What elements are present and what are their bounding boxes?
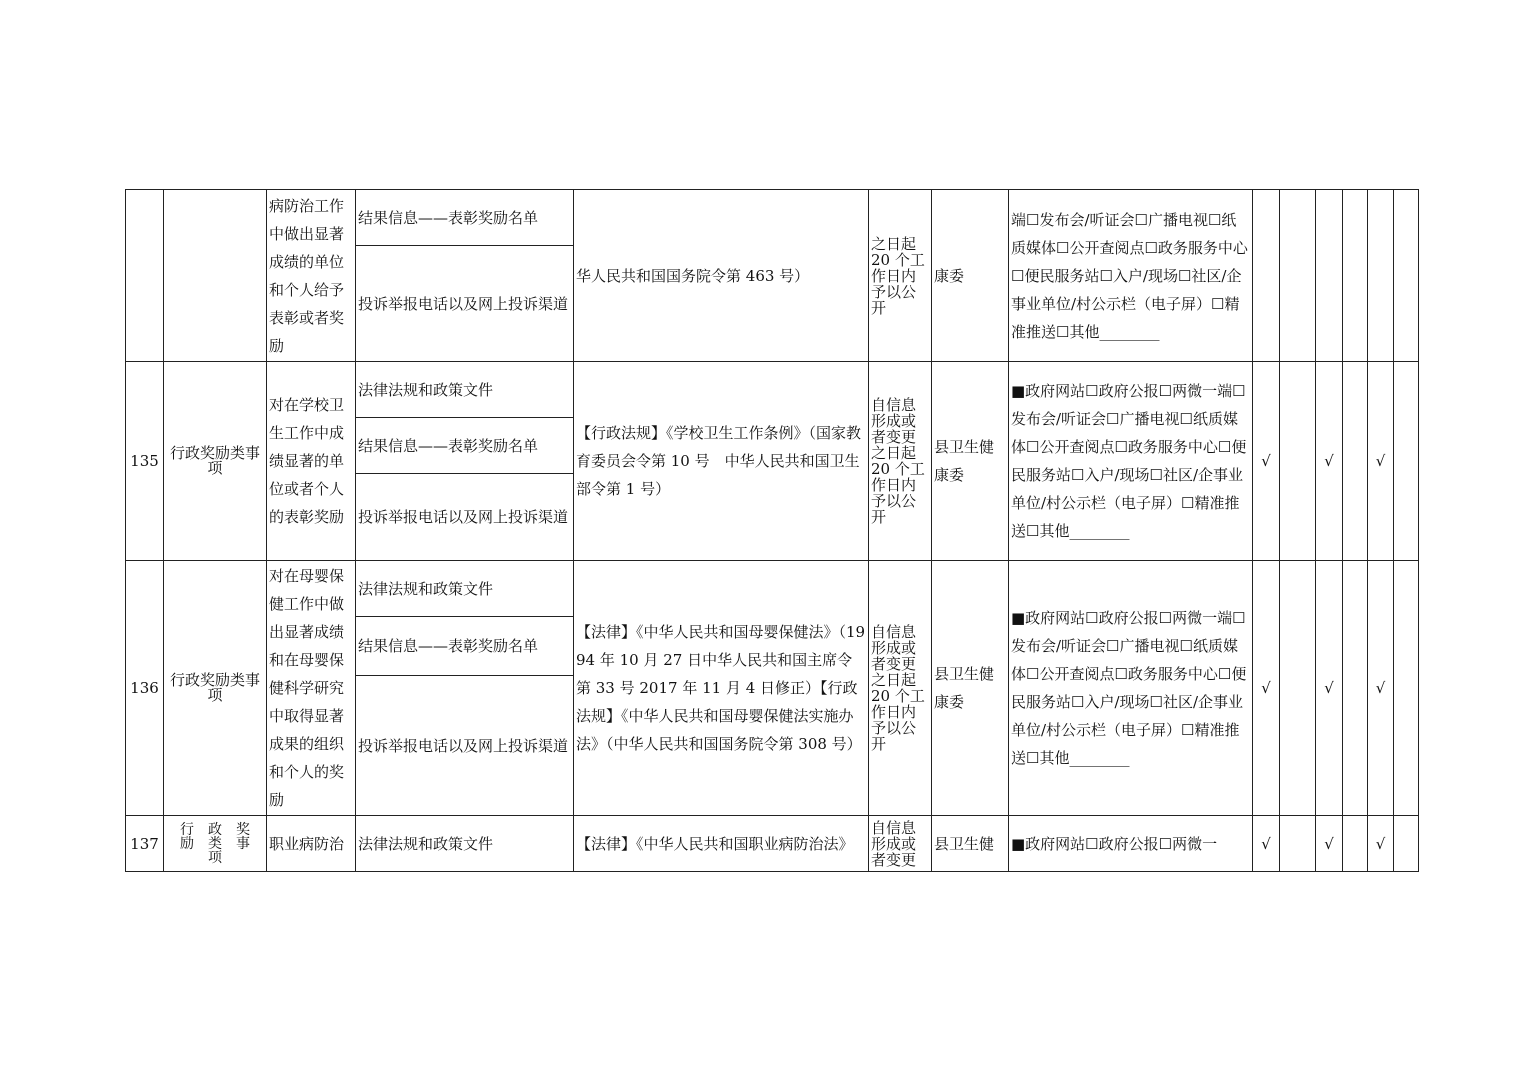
check-cell: √ <box>1316 816 1343 872</box>
category-line: 项 <box>208 849 222 866</box>
content-cell: 法律法规和政策文件 <box>356 816 574 872</box>
time-cell: 之日起 20 个工作日内予以公开 <box>869 190 932 362</box>
dept-cell: 县卫生健康委 <box>932 561 1009 816</box>
category-cell <box>164 816 267 872</box>
channels-cell: ■政府网站☐政府公报☐两微一端☐发布会/听证会☐广播电视☐纸质媒体☐公开查阅点☐政务服务中心☐便民服务站☐入户/现场☐社区/企事业单位/村公示栏（电子屏）☐精准推送☐其他________ <box>1009 362 1253 561</box>
check-cell <box>1280 561 1316 816</box>
check-cell <box>1280 190 1316 362</box>
dept-cell: 县卫生健 <box>932 816 1009 872</box>
content-cell: 结果信息——表彰奖励名单 <box>356 418 574 474</box>
table-row <box>126 190 1419 246</box>
row-number: 136 <box>126 561 164 816</box>
check-cell <box>1280 816 1316 872</box>
content-cell: 结果信息——表彰奖励名单 <box>356 190 574 246</box>
content-cell: 投诉举报电话以及网上投诉渠道 <box>356 246 574 362</box>
check-cell: √ <box>1316 362 1343 561</box>
check-cell: √ <box>1368 362 1394 561</box>
table-row <box>126 561 1419 617</box>
channels-cell: ■政府网站☐政府公报☐两微一端☐发布会/听证会☐广播电视☐纸质媒体☐公开查阅点☐政务服务中心☐便民服务站☐入户/现场☐社区/企事业单位/村公示栏（电子屏）☐精准推送☐其他________ <box>1009 561 1253 816</box>
subject-cell: 对在母婴保健工作中做出显著成绩和在母婴保健科学研究中取得显著成果的组织和个人的奖励 <box>267 561 356 816</box>
check-cell: √ <box>1316 561 1343 816</box>
category-line: 行 政 奖 <box>180 821 250 838</box>
table-row <box>126 816 1419 872</box>
row-number <box>126 190 164 362</box>
time-cell: 自信息形成或者变更之日起 20 个工作日内予以公开 <box>869 561 932 816</box>
time-cell: 自信息形成或者变更之日起 20 个工作日内予以公开 <box>869 362 932 561</box>
check-cell <box>1280 362 1316 561</box>
dept-cell: 县卫生健康委 <box>932 362 1009 561</box>
check-cell <box>1343 561 1368 816</box>
category-cell: 行政奖励类事项 <box>164 561 267 816</box>
check-cell: √ <box>1368 816 1394 872</box>
table-row <box>126 362 1419 418</box>
content-cell: 结果信息——表彰奖励名单 <box>356 617 574 676</box>
channels-cell: 端☐发布会/听证会☐广播电视☐纸质媒体☐公开查阅点☐政务服务中心☐便民服务站☐入户/现场☐社区/企事业单位/村公示栏（电子屏）☐精准推送☐其他________ <box>1009 190 1253 362</box>
content-cell: 投诉举报电话以及网上投诉渠道 <box>356 676 574 816</box>
category-line: 励 类 事 <box>180 835 250 852</box>
row-number: 135 <box>126 362 164 561</box>
check-cell <box>1343 816 1368 872</box>
check-cell <box>1394 190 1419 362</box>
category-cell: 行政奖励类事项 <box>164 362 267 561</box>
category-cell <box>164 190 267 362</box>
content-cell: 法律法规和政策文件 <box>356 362 574 418</box>
check-cell <box>1343 190 1368 362</box>
content-cell: 投诉举报电话以及网上投诉渠道 <box>356 474 574 561</box>
channels-cell: ■政府网站☐政府公报☐两微一 <box>1009 816 1253 872</box>
check-cell: √ <box>1253 362 1280 561</box>
dept-cell: 康委 <box>932 190 1009 362</box>
check-cell <box>1316 190 1343 362</box>
row-number: 137 <box>126 816 164 872</box>
basis-cell: 【行政法规】《学校卫生工作条例》（国家教育委员会令第 10 号 中华人民共和国卫生部令第 1 号） <box>574 362 869 561</box>
check-cell: √ <box>1253 561 1280 816</box>
content-cell: 法律法规和政策文件 <box>356 561 574 617</box>
basis-cell: 【法律】《中华人民共和国职业病防治法》 <box>574 816 869 872</box>
disclosure-table <box>125 189 1419 872</box>
check-cell: √ <box>1368 561 1394 816</box>
check-cell <box>1394 561 1419 816</box>
check-cell <box>1394 362 1419 561</box>
time-cell: 自信息形成或者变更 <box>869 816 932 872</box>
basis-cell: 【法律】《中华人民共和国母婴保健法》（1994 年 10 月 27 日中华人民共和国主席令第 33 号 2017 年 11 月 4 日修正）【行政法规】《中华人民共和国母婴保健法实施办法》（中华人民共和国国务院令第 308 号） <box>574 561 869 816</box>
check-cell <box>1394 816 1419 872</box>
check-cell <box>1253 190 1280 362</box>
subject-cell: 职业病防治 <box>267 816 356 872</box>
subject-cell: 对在学校卫生工作中成绩显著的单位或者个人的表彰奖励 <box>267 362 356 561</box>
basis-cell: 华人民共和国国务院令第 463 号） <box>574 190 869 362</box>
subject-cell: 病防治工作中做出显著成绩的单位和个人给予表彰或者奖励 <box>267 190 356 362</box>
check-cell: √ <box>1253 816 1280 872</box>
check-cell <box>1368 190 1394 362</box>
check-cell <box>1343 362 1368 561</box>
